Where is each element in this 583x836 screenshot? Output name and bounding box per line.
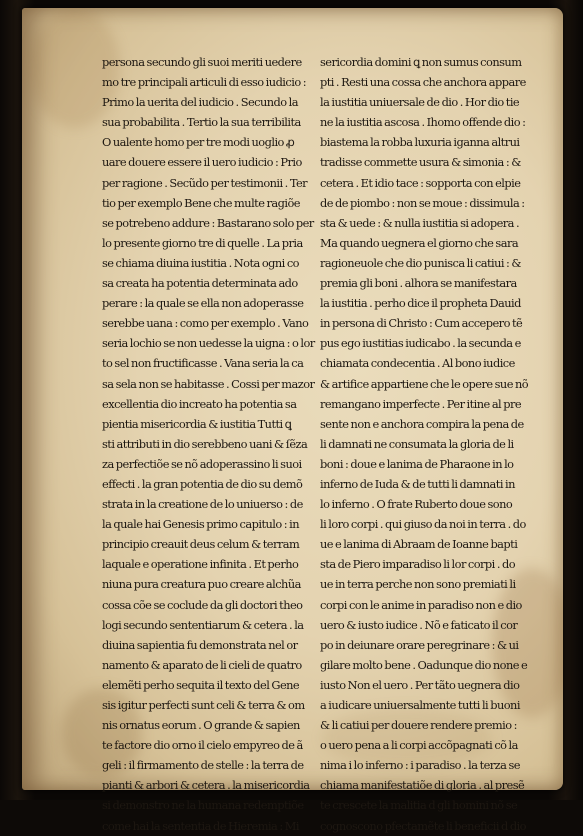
- text-line: lo inferno . O frate Ruberto doue sono: [320, 497, 513, 512]
- text-line: sa sela non se habitasse . Cossi per mazor: [102, 376, 315, 391]
- text-line: ne la iustitia ascosa . Ihomo offende dio :: [320, 115, 526, 130]
- text-line: come hai la sententia de Hieremia : Mi: [102, 818, 299, 833]
- text-line: excellentia dio increato ha potentia sa: [102, 396, 297, 411]
- text-line: Primo la uerita del iudicio . Secundo la: [102, 95, 298, 110]
- text-line: pientia misericordia & iustitia Tutti ꝗ: [102, 416, 292, 431]
- left-text-column: [102, 52, 316, 836]
- text-line: boni : doue e lanima de Pharaone in lo: [320, 456, 514, 471]
- text-line: chiamata condecentia . Al bono iudice: [320, 356, 515, 371]
- text-line: sis igitur perfecti sunt celi & terra & om: [102, 698, 305, 712]
- text-line: pus ego iustitias iudicabo . la secunda e: [320, 336, 521, 351]
- text-line: effecti . la gran potentia de dio su demõ: [102, 476, 303, 491]
- text-line: remangano imperfecte . Per itine al pre: [320, 396, 522, 411]
- text-line: uero & iusto iudice . Nõ e faticato il cor: [320, 617, 518, 632]
- text-line: la iustitia . perho dice il propheta Dauid: [320, 296, 521, 311]
- text-line: sti attributi in dio serebbeno uani & ſẽza: [102, 436, 308, 451]
- text-line: li damnati ne consumata la gloria de li: [320, 436, 514, 451]
- text-line: de de piombo : non se moue : dissimula :: [320, 195, 525, 210]
- text-line: & li catiui per douere rendere premio :: [320, 718, 517, 733]
- text-line: & artifice appartiene che le opere sue nõ: [320, 376, 529, 391]
- text-line: laquale e operatione infinita . Et perho: [102, 557, 299, 572]
- text-line: diuina sapientia fu demonstrata nel or: [102, 637, 298, 652]
- text-line: corpi con le anime in paradiso non e dio: [320, 597, 522, 612]
- text-line: premia gli boni . alhora se manifestara: [320, 276, 517, 291]
- text-line: la quale hai Genesis primo capitulo : in: [102, 517, 299, 532]
- text-line: iusto Non el uero . Per tãto uegnera dio: [320, 677, 520, 692]
- text-line: li loro corpi . qui giuso da noi in terra . do: [320, 517, 526, 532]
- text-line: strata in la creatione de lo uniuerso : de: [102, 497, 303, 512]
- text-line: per ragione . Secũdo per testimonii . Ter: [102, 175, 308, 190]
- text-line: tradisse commette usura & simonia : &: [320, 155, 521, 170]
- text-line: seria lochio se non uedesse la uigna : o lor: [102, 336, 315, 351]
- text-line: cossa cõe se coclude da gli doctori theo: [102, 597, 303, 612]
- text-line: se potrebeno addure : Bastarano solo per: [102, 215, 314, 230]
- text-line: niuna pura creatura puo creare alchũa: [102, 577, 301, 592]
- text-line: elemẽti perho sequita il texto del Gene: [102, 677, 300, 692]
- text-line: persona secundo gli suoi meriti uedere: [102, 55, 302, 69]
- text-line: geli : il firmamento de stelle : la terra de: [102, 758, 304, 773]
- text-line: tio per exemplo Bene che multe ragiõe: [102, 195, 300, 210]
- text-line: za perfectiõe se nõ adoperassino li suoi: [102, 456, 302, 471]
- text-line: perare : la quale se ella non adoperasse: [102, 296, 304, 311]
- text-line: principio creauit deus celum & terram: [102, 537, 300, 552]
- text-line: lo presente giorno tre di quelle . La pria: [102, 235, 303, 250]
- text-line: se chiama diuina iustitia . Nota ogni co: [102, 255, 299, 270]
- text-line: uare douere essere il uero iudicio : Prio: [102, 155, 302, 170]
- text-line: sericordia domini ꝗ non sumus consum: [320, 55, 522, 69]
- text-line: Ma quando uegnera el giorno che sara: [320, 235, 519, 250]
- text-line: logi secundo sententiarum & cetera . la: [102, 617, 304, 632]
- text-line: nis ornatus eorum . O grande & sapien: [102, 718, 300, 733]
- text-line: serebbe uana : como per exemplo . Vano: [102, 316, 309, 331]
- text-line: a iudicare uniuersalmente tutti li buoni: [320, 698, 520, 712]
- text-line: namento & aparato de li cieli de quatro: [102, 657, 302, 672]
- text-line: chiama manifestatiõe di gloria . al presẽ: [320, 778, 525, 793]
- text-line: inferno de Iuda & de tutti li damnati in: [320, 476, 515, 491]
- text-line: nima i lo inferno : i paradiso . la terza se: [320, 758, 520, 773]
- text-line: po in deiunare orare peregrinare : & ui: [320, 637, 519, 652]
- text-line: cognoscono pfectamẽte li beneficii d dio: [320, 818, 526, 833]
- text-line: sta de Piero imparadiso li lor corpi . do: [320, 557, 516, 572]
- text-line: gilare molto bene . Oadunque dio none e: [320, 657, 528, 672]
- text-line: ue e lanima di Abraam de Ioanne bapti: [320, 537, 518, 552]
- text-line: cetera . Et idio tace : sopporta con elpie: [320, 175, 521, 190]
- text-line: pianti & arbori & cetera . la misericordia: [102, 778, 310, 793]
- text-line: ragioneuole che dio punisca li catiui : &: [320, 255, 521, 270]
- text-line: o uero pena a li corpi accõpagnati cõ la: [320, 738, 518, 753]
- text-line: in persona di Christo : Cum accepero tẽ: [320, 316, 523, 331]
- text-line: la iustitia uniuersale de dio . Hor dio tie: [320, 95, 520, 110]
- text-line: mo tre principali articuli di esso iudicio :: [102, 75, 306, 90]
- text-line: biastema la robba luxuria iganna altrui: [320, 135, 520, 150]
- text-line: si demonstro ne la humana redemptiõe: [102, 798, 304, 813]
- text-line: O ualente homo per tre modi uoglio ꝓ: [102, 135, 295, 150]
- text-line: te factore dio orno il cielo empyreo de ã: [102, 738, 303, 753]
- text-line: sente non e anchora compira la pena de: [320, 416, 524, 431]
- right-text-column: [320, 52, 544, 836]
- text-line: te crescete la malitia d gli homini nõ se: [320, 798, 518, 813]
- text-line: to sel non fructificasse . Vana seria la ca: [102, 356, 304, 371]
- text-line: sua probabilita . Tertio la sua terribilita: [102, 115, 301, 130]
- text-line: sta & uede : & nulla iustitia si adopera .: [320, 215, 520, 230]
- text-line: ue in terra perche non sono premiati li: [320, 577, 516, 592]
- text-line: sa creata ha potentia determinata ado: [102, 276, 298, 291]
- text-line: pti . Resti una cossa che anchora appare: [320, 75, 526, 90]
